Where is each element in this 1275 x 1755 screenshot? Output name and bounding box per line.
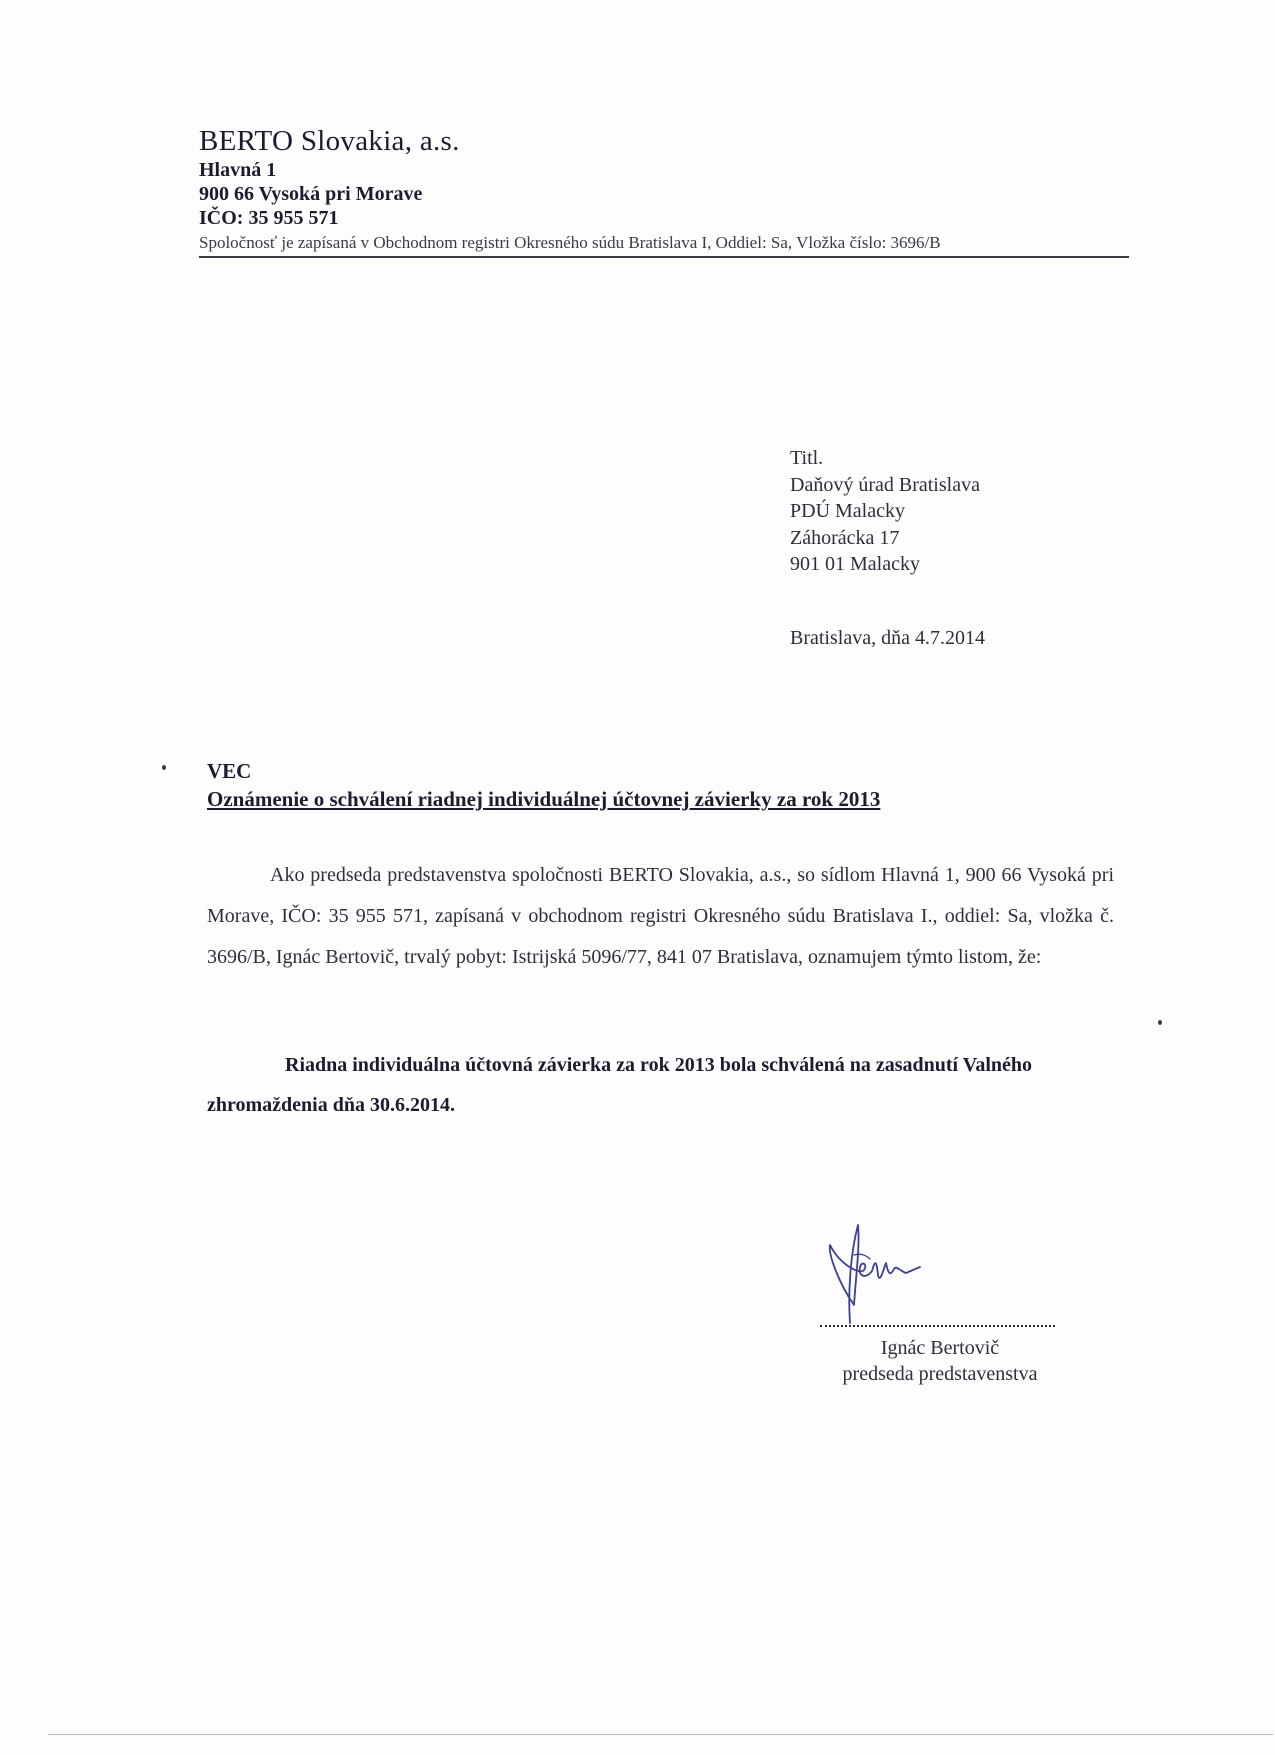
signature-line <box>820 1325 1055 1327</box>
letterhead <box>199 124 1129 258</box>
scan-speck <box>1158 1020 1162 1025</box>
company-ico: IČO: 35 955 571 <box>199 207 339 229</box>
signature-icon <box>820 1215 970 1325</box>
recipient-line: Titl. <box>790 447 824 469</box>
subject-block <box>207 757 1107 813</box>
registry-info: Spoločnosť je zapísaná v Obchodnom registri Okresného súdu Bratislava I, Oddiel: Sa, Vložka číslo: 3696/B <box>199 232 1129 258</box>
recipient-line: PDÚ Malacky <box>790 500 905 522</box>
subject-title: Oznámenie o schválení riadnej individuálnej účtovnej závierky za rok 2013 <box>207 787 881 811</box>
recipient-address <box>790 445 980 578</box>
scan-edge <box>48 1734 1273 1735</box>
scan-speck <box>162 765 166 770</box>
signer-name: Ignác Bertovič <box>880 1337 1000 1359</box>
company-street: Hlavná 1 <box>199 159 277 181</box>
recipient-line: Záhorácka 17 <box>790 526 900 549</box>
recipient-line: Daňový úrad Bratislava <box>790 473 980 496</box>
approval-statement: Riadna individuálna účtovná závierka za rok 2013 bola schválená na zasadnutí Valného zhromaždenia dňa 30.6.2014. <box>207 1054 1033 1116</box>
company-name: BERTO Slovakia, a.s. <box>199 125 460 157</box>
company-city: 900 66 Vysoká pri Morave <box>199 183 423 205</box>
signature-block <box>820 1215 1060 1387</box>
recipient-line: 901 01 Malacky <box>790 553 920 575</box>
date-line: Bratislava, dňa 4.7.2014 <box>790 627 985 649</box>
body-paragraph: Ako predseda predstavenstva spoločnosti BERTO Slovakia, a.s., so sídlom Hlavná 1, 900 66 Vysoká pri Morave, IČO: 35 955 571, zapísaná v obchodnom registri Okresného súdu Bratislava I., oddiel: Sa, vložka č. 3696/B, Ignác Bertovič, trvalý pobyt: Istrijská 5096/77, 841 07 Bratislava, oznamujem týmto listom, že: <box>207 864 1114 968</box>
signer-role: predseda predstavenstva <box>842 1363 1038 1385</box>
subject-label: VEC <box>207 759 252 783</box>
